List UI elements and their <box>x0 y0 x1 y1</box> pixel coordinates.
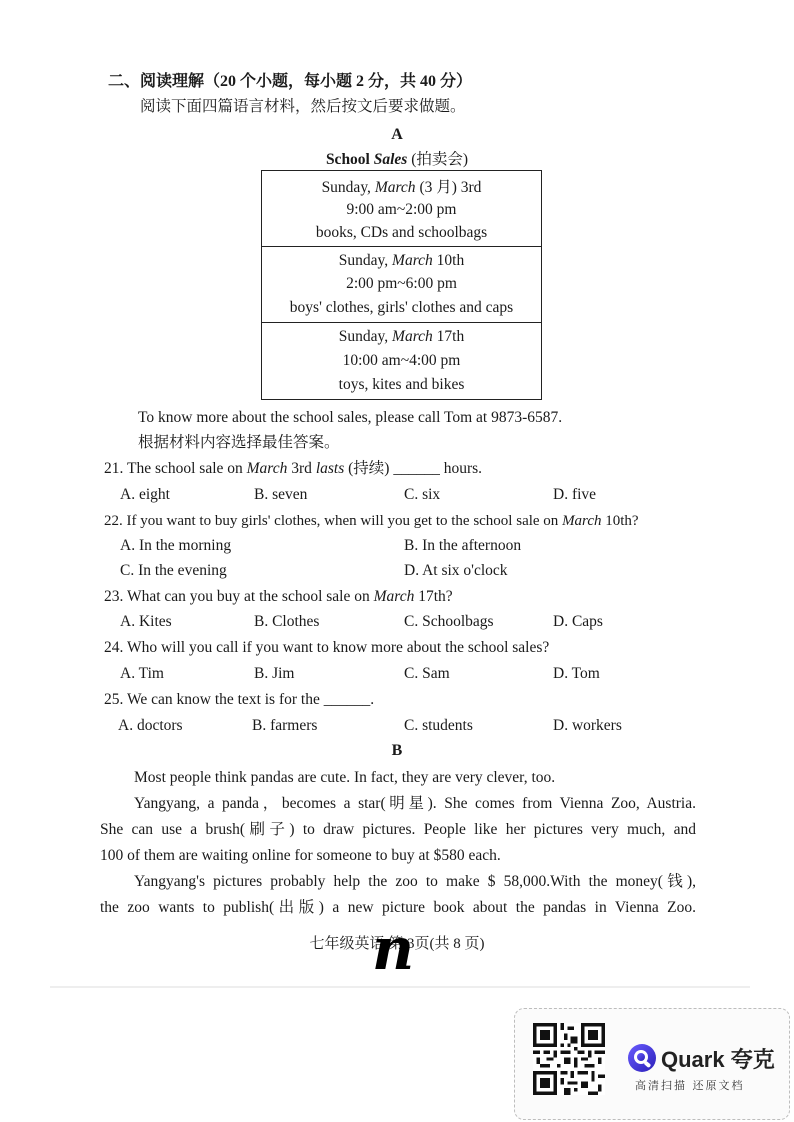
option: D. workers <box>553 717 622 734</box>
option: D. Tom <box>553 665 600 682</box>
option: C. In the evening <box>120 562 227 579</box>
contact-info: To know more about the school sales, please call Tom at 9873-6587. <box>138 409 563 426</box>
sale-items: toys, kites and bikes <box>338 376 465 393</box>
quark-logo-icon <box>627 1043 657 1073</box>
paragraph-3-line: Yangyang's pictures probably help the zoo to make $ 58,000.With the money(钱), <box>134 873 696 890</box>
sale-date: Sunday, March 17th <box>338 328 465 345</box>
question-22: 22. If you want to buy girls' clothes, when will you get to the school sale on March 10th? <box>104 513 639 529</box>
option: B. Jim <box>254 665 295 682</box>
option: C. students <box>404 717 473 734</box>
quark-brand: Quark 夸克 <box>661 1047 775 1072</box>
option: B. Clothes <box>254 613 320 630</box>
question-23: 23. What can you buy at the school sale on March 17th? <box>104 588 453 605</box>
sale-items: books, CDs and schoolbags <box>315 223 488 241</box>
option: A. Kites <box>120 613 172 630</box>
paragraph-3-line: the zoo wants to publish(出版) a new picture book about the pandas in Vienna Zoo. <box>100 899 696 916</box>
table-title: School Sales (拍卖会) <box>325 151 469 168</box>
sale-date: Sunday, March (3 月) 3rd <box>321 179 482 197</box>
option: D. five <box>553 486 597 503</box>
question-24: 24. Who will you call if you want to know more about the school sales? <box>104 639 550 656</box>
paragraph-2-line: She can use a brush(刷子) to draw pictures. People like her pictures very much, and <box>100 821 696 838</box>
paragraph-2-line: 100 of them are waiting online for someone to buy at $580 each. <box>100 847 501 864</box>
sale-items: boys' clothes, girls' clothes and caps <box>289 299 514 317</box>
option: C. Schoolbags <box>404 613 494 630</box>
sale-time: 2:00 pm~6:00 pm <box>346 275 457 293</box>
quark-watermark <box>514 1008 790 1120</box>
scan-edge <box>50 986 750 988</box>
passage-b-letter: B <box>391 742 403 759</box>
section-instruction: 阅读下面四篇语言材料，然后按文后要求做题。 <box>140 98 466 115</box>
paragraph-2-line: Yangyang, a panda，becomes a star(明星). She comes from Vienna Zoo, Austria. <box>134 795 696 812</box>
section-title: 二、阅读理解（20 个小题，每小题 2 分，共 40 分） <box>108 73 473 90</box>
handwritten-mark: n <box>372 915 415 983</box>
quark-slogan: 高清扫描 还原文档 <box>635 1079 745 1092</box>
option: B. In the afternoon <box>404 537 522 554</box>
sale-time: 10:00 am~4:00 pm <box>342 352 461 369</box>
sale-row-1 <box>262 171 541 247</box>
paragraph-1: Most people think pandas are cute. In fact, they are very clever, too. <box>134 769 556 786</box>
page-footer: 七年级英语 第 3页(共 8 页) <box>309 936 485 952</box>
option: C. six <box>404 486 441 503</box>
question-21: 21. The school sale on March 3rd lasts (持续) ______ hours. <box>104 460 483 477</box>
option: A. eight <box>120 486 170 503</box>
sale-date: Sunday, March 10th <box>338 251 465 269</box>
sale-time: 9:00 am~2:00 pm <box>346 201 457 219</box>
passage-a-letter: A <box>391 126 403 143</box>
option: C. Sam <box>404 665 450 682</box>
option: B. farmers <box>252 717 318 734</box>
sale-row-3 <box>262 323 541 399</box>
option: B. seven <box>254 486 308 503</box>
sales-table <box>261 170 542 400</box>
choose-instruction: 根据材料内容选择最佳答案。 <box>138 434 340 451</box>
sale-row-2 <box>262 247 541 323</box>
option: D. Caps <box>553 613 603 630</box>
question-25: 25. We can know the text is for the ______. <box>104 691 375 708</box>
option: A. doctors <box>118 717 183 734</box>
option: A. In the morning <box>120 537 232 554</box>
qr-code-icon <box>533 1023 605 1095</box>
option: A. Tim <box>120 665 164 682</box>
option: D. At six o'clock <box>404 562 508 579</box>
